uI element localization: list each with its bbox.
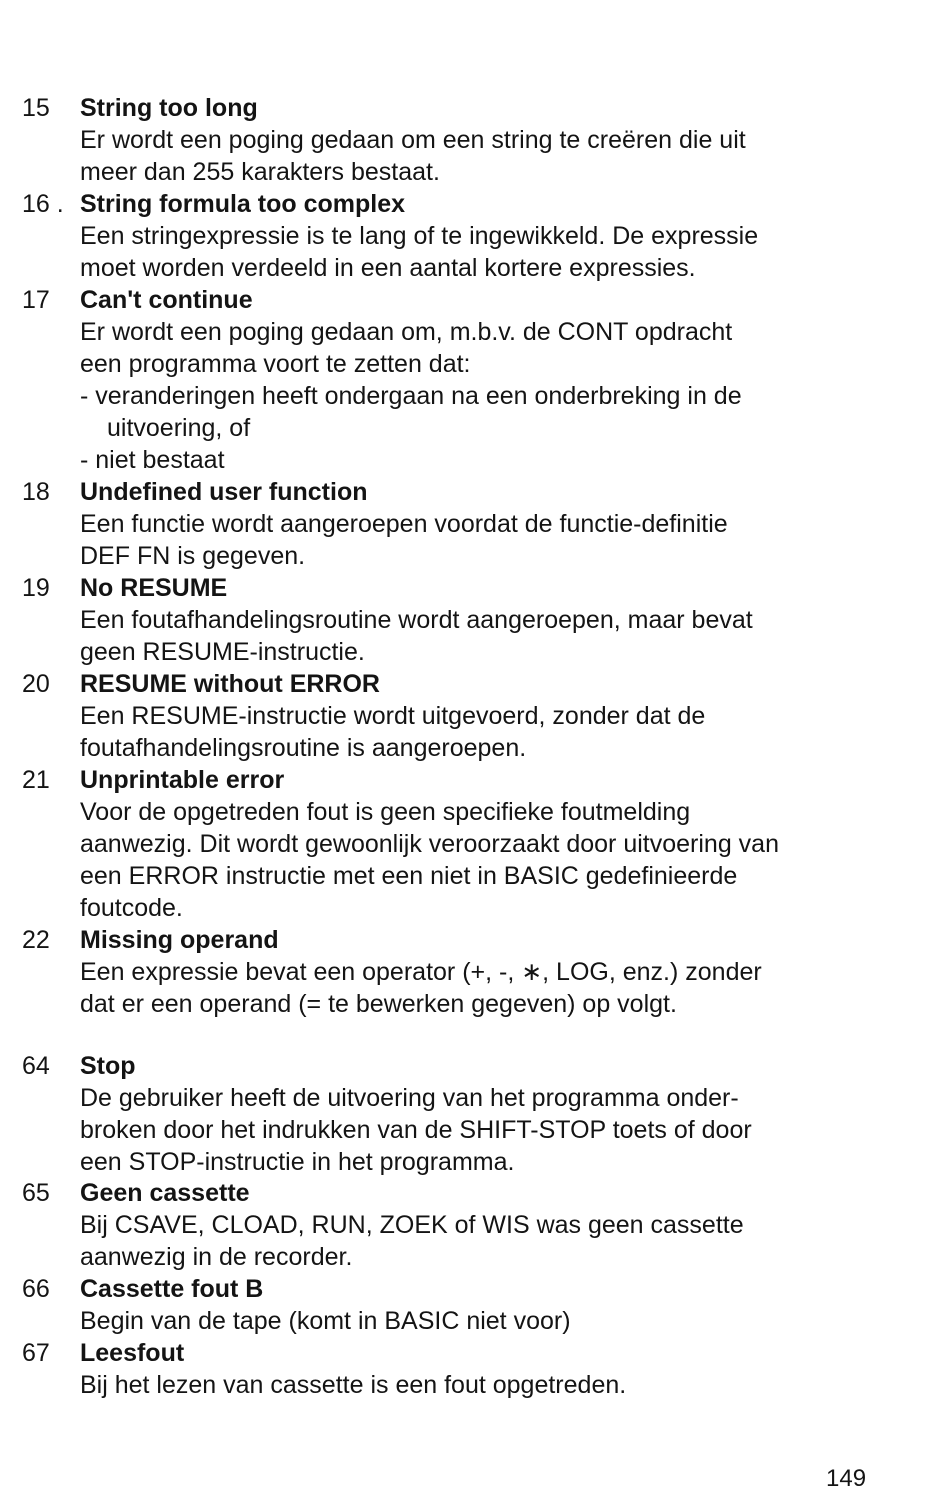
error-title: No RESUME <box>80 574 228 602</box>
error-body <box>80 476 920 572</box>
error-description-line: broken door het indrukken van de SHIFT-STOP toets of door <box>80 1116 752 1144</box>
error-body <box>80 924 920 1020</box>
error-title: String too long <box>80 94 258 122</box>
error-description-line: een ERROR instructie met een niet in BASIC gedefinieerde <box>80 862 738 890</box>
error-body <box>80 284 920 476</box>
error-code: 21 <box>22 766 50 794</box>
error-title: Can't continue <box>80 286 253 314</box>
error-description-line: Bij het lezen van cassette is een fout opgetreden. <box>80 1371 627 1399</box>
error-title: Geen cassette <box>80 1179 250 1207</box>
error-code: 19 <box>22 574 50 602</box>
error-code: 18 <box>22 478 50 506</box>
error-description-line: Een foutafhandelingsroutine wordt aangeroepen, maar bevat <box>80 606 753 634</box>
error-code: 66 <box>22 1275 50 1303</box>
error-title: RESUME without ERROR <box>80 670 380 698</box>
error-title: Missing operand <box>80 926 279 954</box>
error-description-line: De gebruiker heeft de uitvoering van het programma onder- <box>80 1084 739 1112</box>
error-description-bullet: - veranderingen heeft ondergaan na een onderbreking in de <box>80 382 742 410</box>
page-number: 149 <box>826 1465 867 1492</box>
error-description-line: Een expressie bevat een operator (+, -, ∗, LOG, enz.) zonder <box>80 958 762 986</box>
error-body <box>80 92 920 188</box>
error-description-line: Er wordt een poging gedaan om, m.b.v. de CONT opdracht <box>80 318 733 346</box>
error-description-line: Een RESUME-instructie wordt uitgevoerd, zonder dat de <box>80 702 706 730</box>
error-code: 17 <box>22 286 50 314</box>
error-code: 64 <box>22 1052 50 1080</box>
error-description-line: Voor de opgetreden fout is geen specifieke foutmelding <box>80 798 691 826</box>
error-body <box>80 1273 920 1337</box>
error-code: 20 <box>22 670 50 698</box>
error-description-line: dat er een operand (= te bewerken gegeven) op volgt. <box>80 990 677 1018</box>
error-description-line: Er wordt een poging gedaan om een string te creëren die uit <box>80 126 746 154</box>
error-description-line: Een functie wordt aangeroepen voordat de functie-definitie <box>80 510 728 538</box>
error-description-line: Een stringexpressie is te lang of te ingewikkeld. De expressie <box>80 222 759 250</box>
error-description-line: Bij CSAVE, CLOAD, RUN, ZOEK of WIS was geen cassette <box>80 1211 744 1239</box>
error-title: Leesfout <box>80 1339 185 1367</box>
error-title: Unprintable error <box>80 766 285 794</box>
error-description-line: geen RESUME-instructie. <box>80 638 365 666</box>
error-description-line: aanwezig in de recorder. <box>80 1243 353 1271</box>
error-description-line: DEF FN is gegeven. <box>80 542 306 570</box>
error-description-line: foutcode. <box>80 894 183 922</box>
error-title: Cassette fout B <box>80 1275 264 1303</box>
error-description-line: moet worden verdeeld in een aantal kortere expressies. <box>80 254 696 282</box>
error-description-bullet-continuation: uitvoering, of <box>107 414 251 442</box>
error-title: String formula too complex <box>80 190 406 218</box>
error-code: 65 <box>22 1179 50 1207</box>
error-body <box>80 668 920 764</box>
error-title: Undefined user function <box>80 478 368 506</box>
error-code: 15 <box>22 94 50 122</box>
error-description-line: een STOP-instructie in het programma. <box>80 1148 515 1176</box>
error-description-line: aanwezig. Dit wordt gewoonlijk veroorzaakt door uitvoering van <box>80 830 779 858</box>
error-title: Stop <box>80 1052 136 1080</box>
error-body <box>80 1337 920 1401</box>
error-code: 22 <box>22 926 50 954</box>
error-body <box>80 188 920 284</box>
error-body <box>80 1177 920 1273</box>
error-body <box>80 1050 920 1178</box>
error-code: 67 <box>22 1339 50 1367</box>
error-body <box>80 572 920 668</box>
error-description-line: meer dan 255 karakters bestaat. <box>80 158 440 186</box>
error-code: 16 . <box>22 190 64 218</box>
error-description-bullet: - niet bestaat <box>80 446 225 474</box>
error-description-line: een programma voort te zetten dat: <box>80 350 471 378</box>
error-body <box>80 764 920 924</box>
error-description-line: Begin van de tape (komt in BASIC niet voor) <box>80 1307 571 1335</box>
error-description-line: foutafhandelingsroutine is aangeroepen. <box>80 734 527 762</box>
